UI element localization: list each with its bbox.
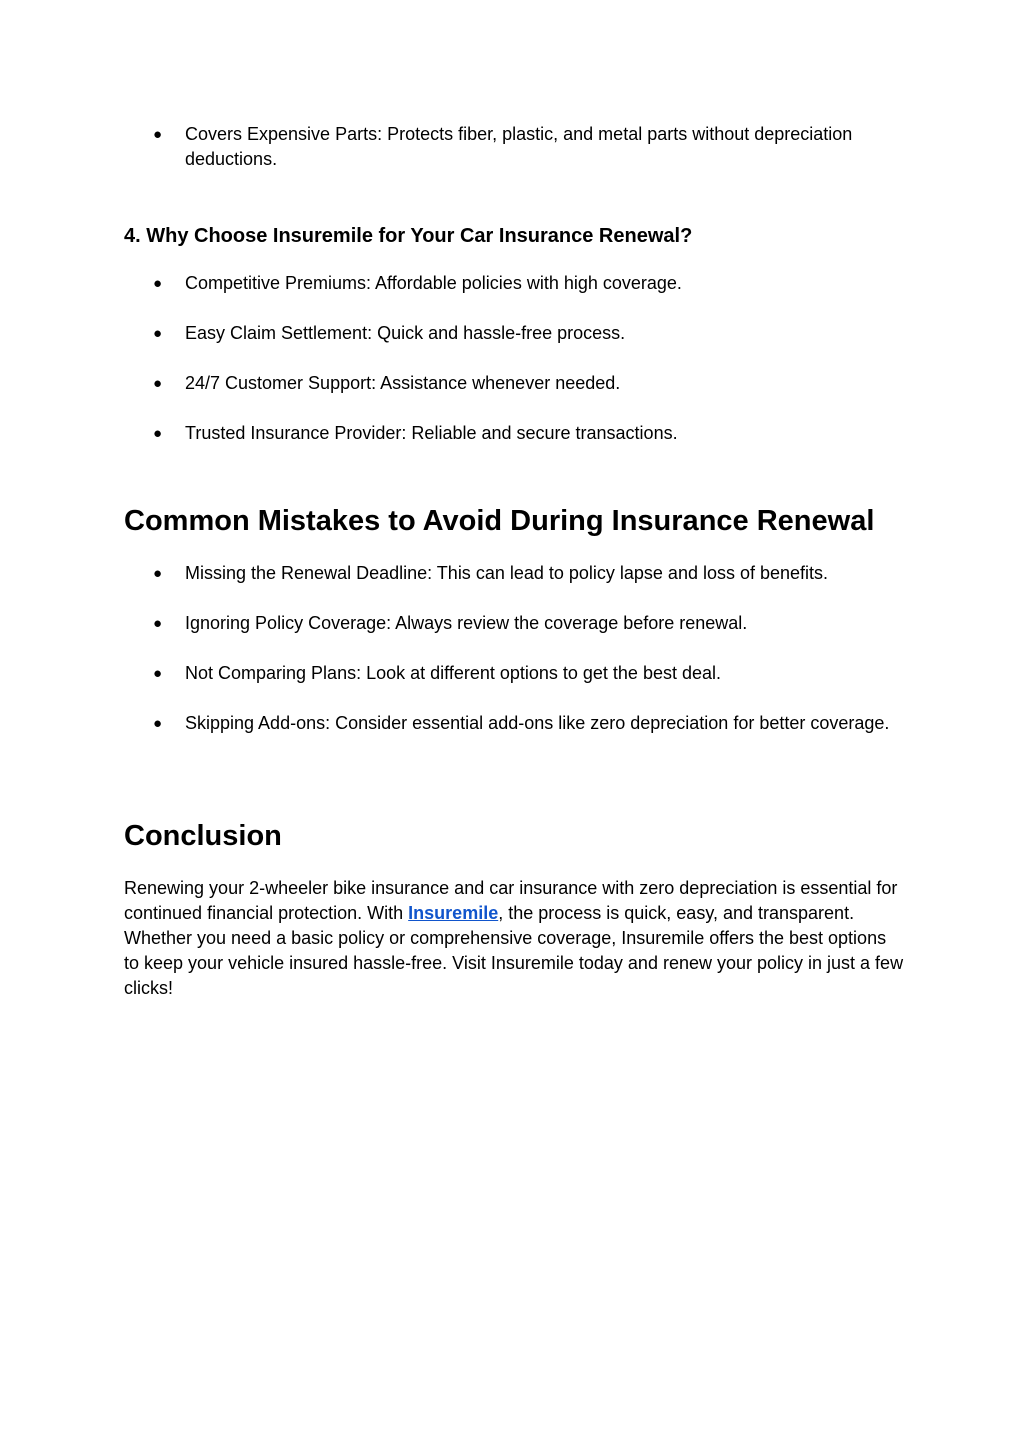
bullet-icon: ● (153, 375, 163, 392)
section-heading-common-mistakes: Common Mistakes to Avoid During Insurance Renewal (124, 505, 875, 537)
list-item (153, 611, 900, 636)
bullet-icon: ● (153, 665, 163, 682)
list-item-text: Not Comparing Plans: Look at different options to get the best deal. (185, 663, 722, 683)
list-item-text: Trusted Insurance Provider: Reliable and secure transactions. (185, 423, 678, 443)
list-item (153, 371, 900, 396)
list-item (153, 661, 900, 686)
list-item-text: Easy Claim Settlement: Quick and hassle-free process. (185, 323, 626, 343)
list-item-text: Ignoring Policy Coverage: Always review the coverage before renewal. (185, 613, 748, 633)
insuremile-link[interactable]: Insuremile (408, 903, 499, 923)
list-item (153, 421, 900, 446)
list-item (153, 271, 900, 296)
section-heading-why-choose: 4. Why Choose Insuremile for Your Car Insurance Renewal? (124, 225, 693, 247)
conclusion-text-end: , the process is quick, easy, and transparent. Whether you need a basic policy or comprehensive coverage, Insuremile offers the best options to keep your vehicle insured hassle-free. Visit Insuremile today and renew your policy in just a few clicks! (124, 903, 904, 998)
list-item (153, 561, 900, 586)
bullet-icon: ● (153, 565, 163, 582)
list-item-text: Skipping Add-ons: Consider essential add-ons like zero depreciation for better coverage. (185, 713, 890, 733)
list-item-text: Missing the Renewal Deadline: This can lead to policy lapse and loss of benefits. (185, 563, 829, 583)
conclusion-text-start: Renewing your 2-wheeler bike insurance and car insurance with zero depreciation is essential for continued financial protection. With (124, 878, 898, 923)
list-item-text: Covers Expensive Parts: Protects fiber, plastic, and metal parts without depreciation deductions. (185, 124, 853, 169)
list-item (153, 122, 900, 172)
section-heading-conclusion: Conclusion (124, 820, 282, 852)
bullet-icon: ● (153, 715, 163, 732)
bullet-icon: ● (153, 615, 163, 632)
bullet-icon: ● (153, 425, 163, 442)
bullet-icon: ● (153, 126, 163, 143)
list-item-text: 24/7 Customer Support: Assistance whenever needed. (185, 373, 621, 393)
list-item-text: Competitive Premiums: Affordable policies with high coverage. (185, 273, 682, 293)
bullet-icon: ● (153, 325, 163, 342)
list-item (153, 711, 900, 736)
list-item (153, 321, 900, 346)
conclusion-paragraph (124, 876, 904, 1001)
bullet-icon: ● (153, 275, 163, 292)
